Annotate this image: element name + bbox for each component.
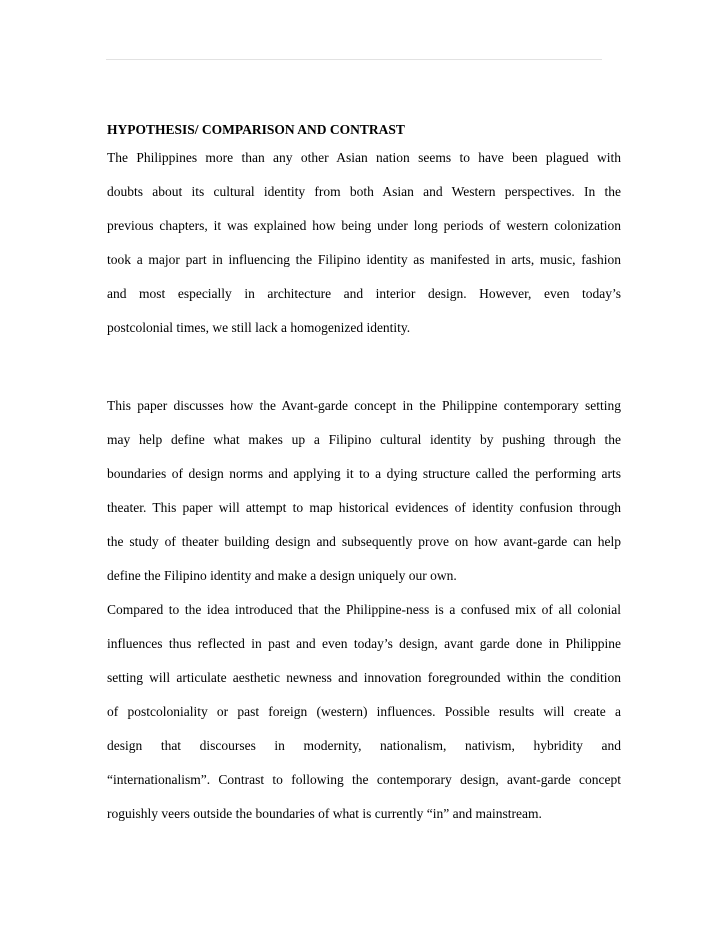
paragraph-line: define the Filipino identity and make a design uniquely our own. [107,568,457,583]
section-heading: HYPOTHESIS/ COMPARISON AND CONTRAST [107,122,405,137]
paragraph-1 [107,144,621,348]
paragraph-line: setting will articulate aesthetic newness and innovation foregrounded within the condition [107,670,621,685]
paragraph-3 [107,596,621,834]
paragraph-line: postcolonial times, we still lack a homogenized identity. [107,320,411,335]
paragraph-line: took a major part in influencing the Filipino identity as manifested in arts, music, fashion [107,252,621,267]
paragraph-line: previous chapters, it was explained how being under long periods of western colonization [107,218,621,233]
paragraph-line: of postcoloniality or past foreign (western) influences. Possible results will create a [107,704,621,719]
paragraph-line: doubts about its cultural identity from both Asian and Western perspectives. In the [107,184,621,199]
paragraph-line: influences thus reflected in past and even today’s design, avant garde done in Philippine [107,636,621,651]
paragraph-line: theater. This paper will attempt to map historical evidences of identity confusion through [107,500,621,515]
document-body [107,116,621,834]
paragraph-line: the study of theater building design and subsequently prove on how avant-garde can help [107,534,621,549]
header-divider [106,59,602,60]
paragraph-line: design that discourses in modernity, nationalism, nativism, hybridity and [107,738,621,753]
paragraph-2 [107,392,621,596]
paragraph-line: and most especially in architecture and interior design. However, even today’s [107,286,621,301]
paragraph-line: boundaries of design norms and applying it to a dying structure called the performing arts [107,466,621,481]
paragraph-line: “internationalism”. Contrast to following the contemporary design, avant-garde concept [107,772,621,787]
paragraph-line: may help define what makes up a Filipino cultural identity by pushing through the [107,432,621,447]
paragraph-line: Compared to the idea introduced that the Philippine-ness is a confused mix of all colonial [107,602,621,617]
paragraph-line: roguishly veers outside the boundaries of what is currently “in” and mainstream. [107,806,542,821]
paragraph-line: This paper discusses how the Avant-garde concept in the Philippine contemporary setting [107,398,621,413]
paragraph-spacer [107,348,621,392]
paragraph-line: The Philippines more than any other Asian nation seems to have been plagued with [107,150,621,165]
